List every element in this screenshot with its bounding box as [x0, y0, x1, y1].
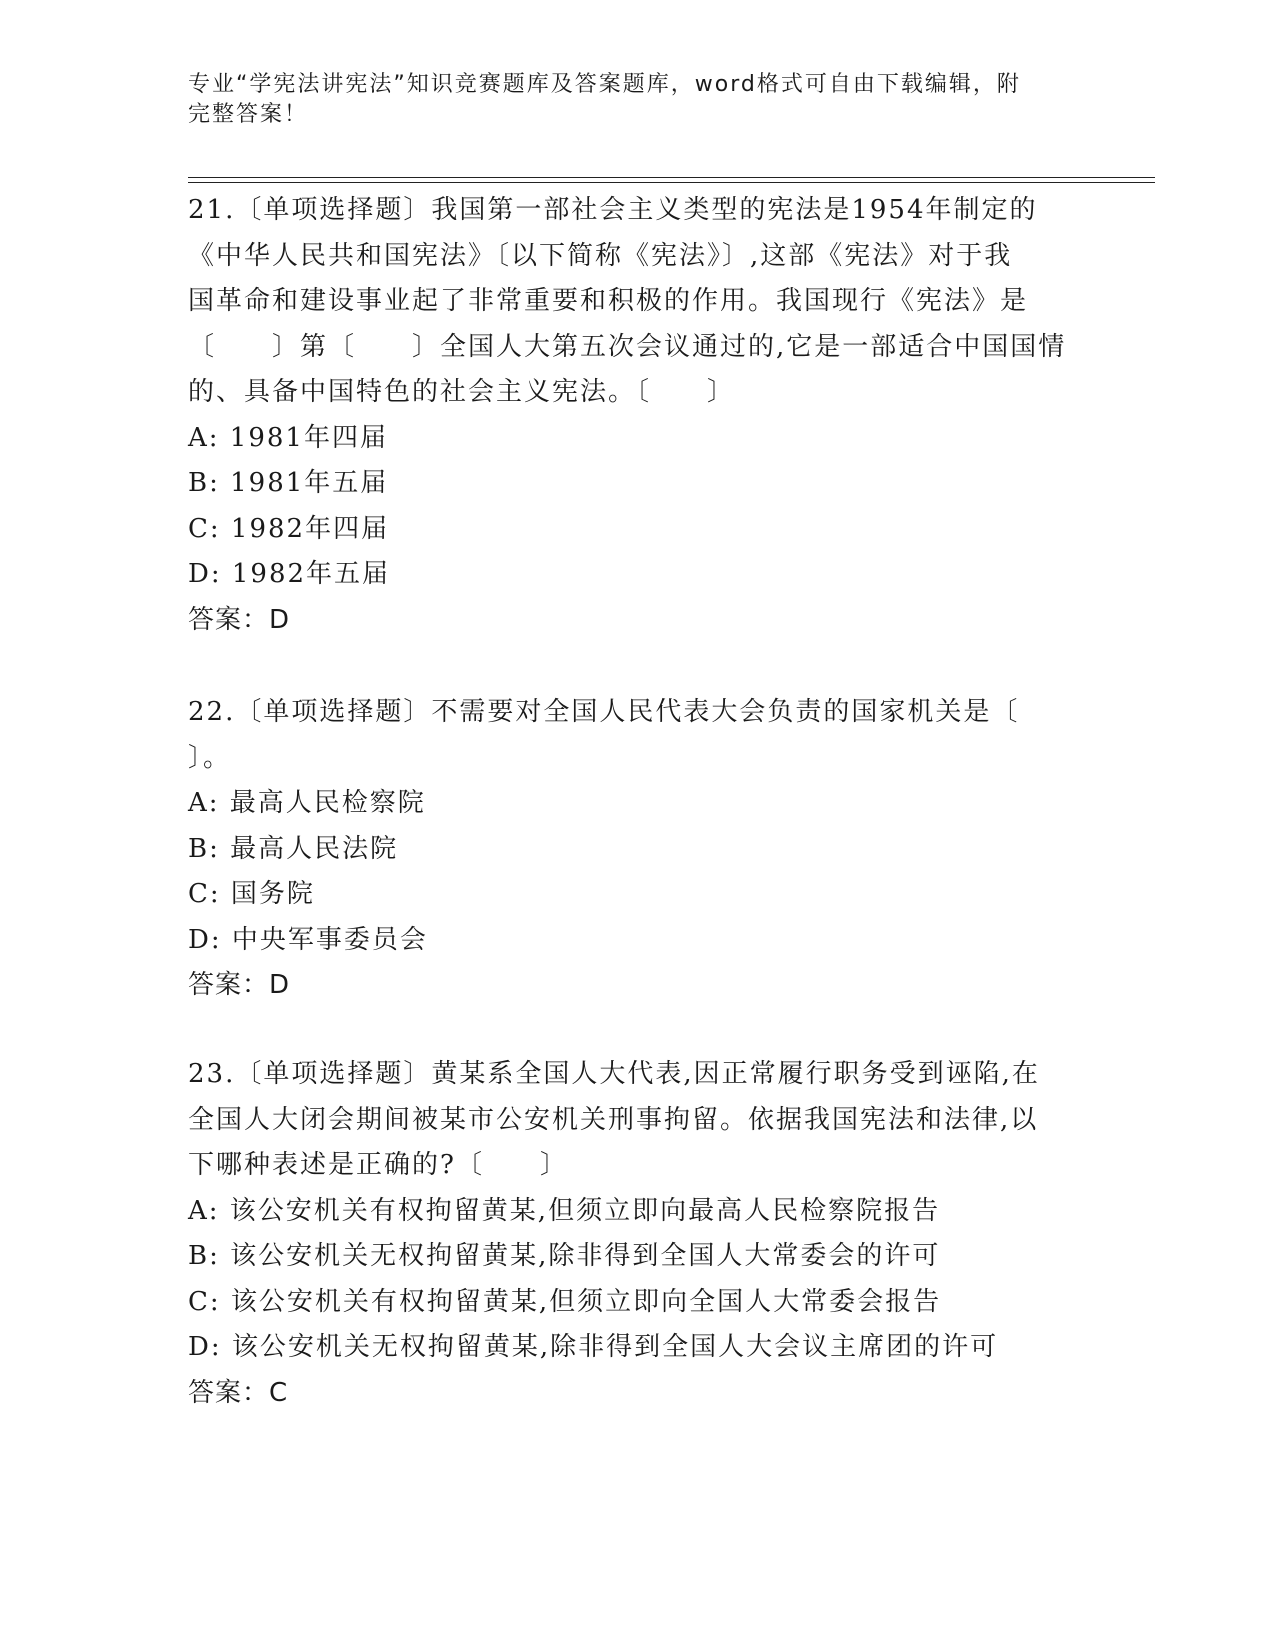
answer: 答案：D	[188, 970, 291, 1000]
option-d: D: 中央军事委员会	[188, 924, 428, 955]
question-stem-line: 〕。	[188, 742, 232, 773]
option-b: B: 该公安机关无权拘留黄某,除非得到全国人大常委会的许可	[188, 1241, 941, 1271]
question-23	[188, 1052, 1088, 1416]
question-stem-line: 的、具备中国特色的社会主义宪法。〔 〕	[188, 377, 736, 407]
question-stem-line: 21.〔单项选择题〕我国第一部社会主义类型的宪法是1954年制定的	[188, 195, 1038, 225]
option-c: C: 国务院	[188, 879, 315, 909]
header-line-1: 专业“学宪法讲宪法”知识竞赛题库及答案题库，word格式可自由下载编辑，附	[188, 72, 1021, 97]
option-a: A: 1981年四届	[188, 422, 388, 453]
question-stem-line: 下哪种表述是正确的?〔 〕	[188, 1150, 568, 1180]
question-stem-line: 23.〔单项选择题〕黄某系全国人大代表,因正常履行职务受到诬陷,在	[188, 1059, 1040, 1089]
question-stem-line: 22.〔单项选择题〕不需要对全国人民代表大会负责的国家机关是〔	[188, 697, 1020, 727]
answer: 答案：C	[188, 1377, 289, 1408]
question-stem-line: 国革命和建设事业起了非常重要和积极的作用。我国现行《宪法》是	[188, 286, 1029, 316]
answer: 答案：D	[188, 604, 291, 635]
option-d: D: 1982年五届	[188, 559, 391, 589]
option-c: C: 1982年四届	[188, 513, 390, 544]
question-22	[188, 690, 1088, 1008]
question-stem-line: 全国人大闭会期间被某市公安机关刑事拘留。依据我国宪法和法律,以	[188, 1104, 1039, 1135]
option-b: B: 最高人民法院	[188, 833, 399, 864]
option-a: A: 该公安机关有权拘留黄某,但须立即向最高人民检察院报告	[188, 1195, 941, 1226]
question-21	[188, 188, 1088, 643]
question-stem-line: 《中华人民共和国宪法》〔以下简称《宪法》〕,这部《宪法》对于我	[188, 240, 1013, 271]
header-line-2: 完整答案！	[188, 102, 309, 127]
option-c: C: 该公安机关有权拘留黄某,但须立即向全国人大常委会报告	[188, 1286, 942, 1317]
header-divider-top	[188, 177, 1155, 178]
option-d: D: 该公安机关无权拘留黄某,除非得到全国人大会议主席团的许可	[188, 1332, 999, 1362]
document-header	[188, 70, 1088, 130]
question-stem-line: 〔 〕第〔 〕全国人大第五次会议通过的,它是一部适合中国国情	[188, 331, 1067, 362]
option-b: B: 1981年五届	[188, 468, 389, 498]
option-a: A: 最高人民检察院	[188, 788, 426, 818]
header-divider-bottom	[188, 182, 1155, 183]
